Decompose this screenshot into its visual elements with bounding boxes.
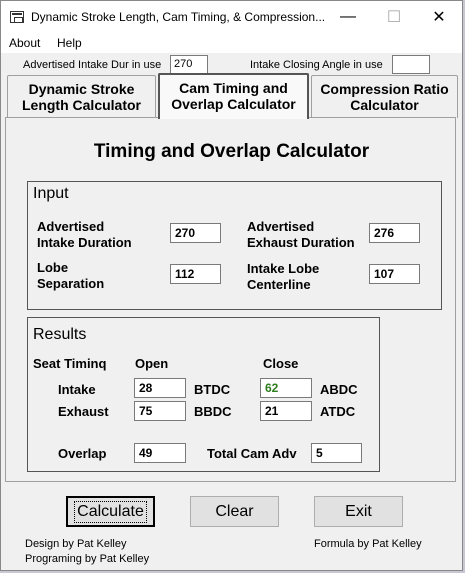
exhaust-open-unit: BBDC — [194, 404, 232, 419]
closing-angle-in-use-label: Intake Closing Angle in use — [250, 59, 383, 71]
overlap-label: Overlap — [58, 446, 107, 461]
calculate-button-label: Calculate — [74, 501, 147, 523]
intake-open-output[interactable]: 28 — [134, 378, 186, 398]
open-column-label: Open — [135, 356, 169, 371]
design-credit: Design by Pat Kelley — [25, 538, 127, 550]
closing-angle-in-use-field[interactable] — [392, 55, 430, 74]
formula-credit: Formula by Pat Kelley — [314, 538, 422, 550]
intake-lobe-centerline-label: Intake Lobe Centerline — [247, 261, 320, 292]
input-group-title: Input — [33, 185, 69, 202]
page-title: Timing and Overlap Calculator — [93, 141, 370, 162]
clear-button[interactable]: Clear — [190, 496, 279, 527]
tab-dynamic-stroke[interactable]: Dynamic Stroke Length Calculator — [7, 75, 156, 118]
maximize-button[interactable]: ☐ — [386, 9, 402, 26]
minimize-button[interactable]: — — [340, 8, 356, 25]
lobe-separation-label: Lobe Separation — [37, 260, 105, 291]
menu-help[interactable]: Help — [57, 36, 82, 50]
adv-exhaust-duration-label: Advertised Exhaust Duration — [247, 219, 355, 250]
exhaust-open-output[interactable]: 75 — [134, 401, 186, 421]
tab-compression-ratio[interactable]: Compression Ratio Calculator — [311, 75, 458, 118]
menu-about[interactable]: About — [9, 36, 41, 50]
app-icon — [10, 11, 24, 23]
lobe-separation-input[interactable]: 112 — [170, 264, 221, 284]
overlap-output[interactable]: 49 — [134, 443, 186, 463]
intake-close-output[interactable]: 62 — [260, 378, 312, 398]
adv-exhaust-duration-input[interactable]: 276 — [369, 223, 420, 243]
intake-close-unit: ABDC — [320, 382, 358, 397]
exit-button[interactable]: Exit — [314, 496, 403, 527]
exhaust-row-label: Exhaust — [58, 404, 109, 419]
results-group-title: Results — [33, 326, 87, 343]
title-bar — [1, 1, 462, 33]
exhaust-close-unit: ATDC — [320, 404, 356, 419]
window-title: Dynamic Stroke Length, Cam Timing, & Compression... — [31, 10, 326, 24]
close-column-label: Close — [263, 356, 299, 371]
total-cam-adv-label: Total Cam Adv — [207, 446, 297, 461]
adv-intake-duration-label: Advertised Intake Duration — [37, 219, 132, 250]
exhaust-close-output[interactable]: 21 — [260, 401, 312, 421]
intake-row-label: Intake — [58, 382, 96, 397]
close-button[interactable]: ✕ — [432, 9, 446, 26]
intake-open-unit: BTDC — [194, 382, 231, 397]
calculate-button[interactable] — [66, 496, 155, 527]
intake-lobe-centerline-input[interactable]: 107 — [369, 264, 420, 284]
adv-intake-in-use-label: Advertised Intake Dur in use — [23, 59, 162, 71]
seat-timing-label: Seat Timinq — [33, 356, 107, 371]
tab-cam-timing[interactable]: Cam Timing and Overlap Calculator — [158, 73, 309, 119]
programing-credit: Programing by Pat Kelley — [25, 553, 150, 565]
adv-intake-duration-input[interactable]: 270 — [170, 223, 221, 243]
menu-bar — [1, 33, 462, 53]
adv-intake-in-use-field[interactable]: 270 — [170, 55, 208, 74]
total-cam-adv-output[interactable]: 5 — [311, 443, 362, 463]
